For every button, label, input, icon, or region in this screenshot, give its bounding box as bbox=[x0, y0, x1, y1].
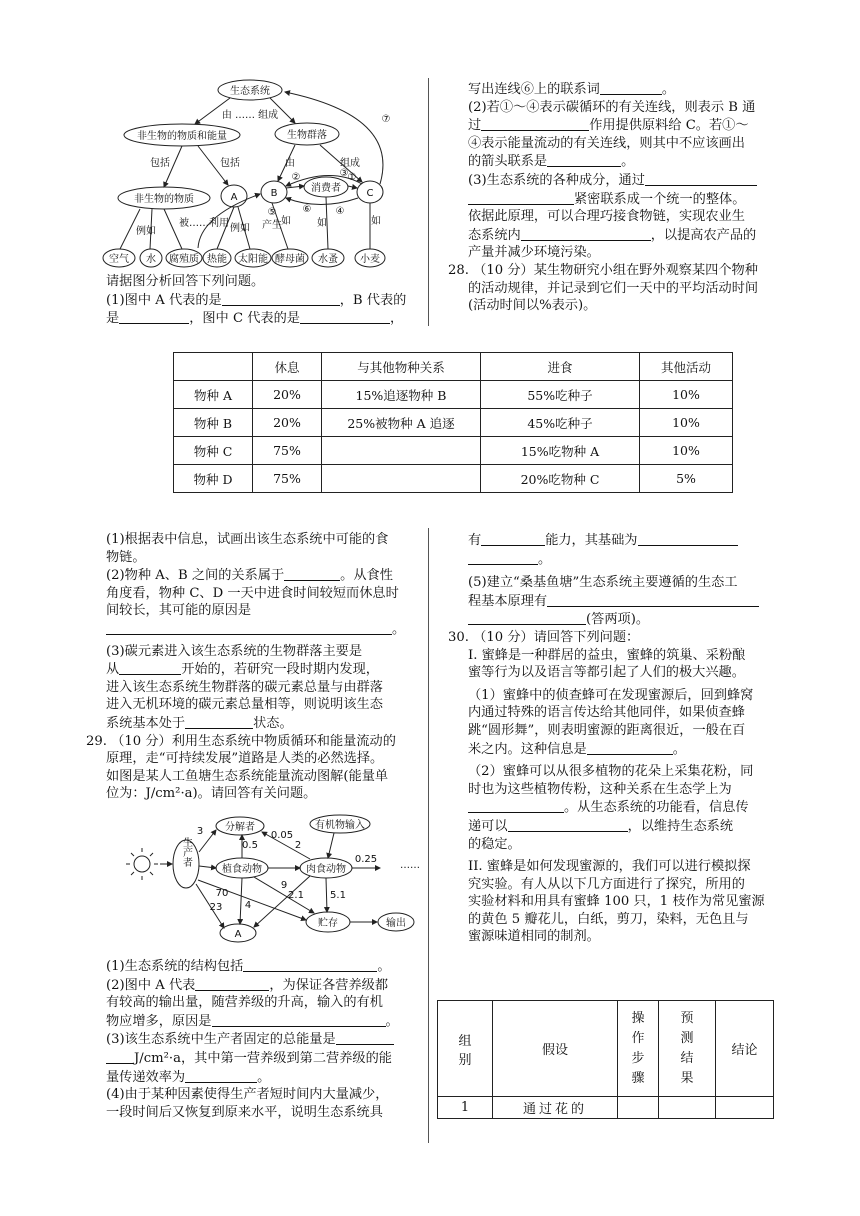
answer-blank[interactable] bbox=[185, 714, 253, 729]
leaf-daphnia: 水蚤 bbox=[318, 254, 338, 265]
left-bottom-text: (1)生态系统的结构包括 。 (2)图中 A 代表 ，为保证各营养级都 有较高的输出量，随营养级的升高，输入的有机 物应增多，原因是 。 (3)该生态系统中生产者固定的总能量是 J/cm²·a，其中第一营养级到第二营养级的能 量传递效率为 。 (4)由于某种因素使得生产者短时间内大量减少， 一段时间后又恢复到原来水平，说明生态系统具 bbox=[106, 959, 399, 1120]
value-9: 9 bbox=[280, 880, 288, 891]
producer-node: 生产者 bbox=[180, 837, 192, 867]
leaf-yeast: 酵母菌 bbox=[275, 254, 305, 265]
ecosystem-concept-map bbox=[100, 76, 510, 271]
answer-blank[interactable] bbox=[300, 309, 390, 324]
column-divider bbox=[428, 78, 429, 326]
node-c: C bbox=[366, 188, 374, 199]
answer-blank[interactable] bbox=[212, 1012, 386, 1027]
node-abiotic-energy: 非生物的物质和能量 bbox=[137, 131, 227, 142]
question-29: 29. （10 分）利用生态系统中物质循环和能量流动的 bbox=[86, 733, 396, 749]
value-0.5: 0.5 bbox=[242, 840, 258, 851]
answer-blank[interactable] bbox=[521, 226, 651, 241]
value-5.1: 5.1 bbox=[330, 890, 346, 901]
node-consumer: 消费者 bbox=[311, 183, 341, 194]
label-such-as3: 如 bbox=[371, 216, 381, 227]
label-by-compose: 由 …… 组成 bbox=[221, 110, 279, 121]
label-example: 例如 bbox=[136, 226, 156, 237]
value-0.25: 0.25 bbox=[354, 854, 378, 865]
node-b: B bbox=[270, 188, 278, 199]
label-compose: 组成 bbox=[340, 158, 360, 169]
label-c3: ③ bbox=[339, 168, 349, 179]
label-such-as2: 如 bbox=[317, 218, 327, 229]
answer-blank[interactable] bbox=[119, 660, 181, 675]
label-c6: ⑥ bbox=[302, 204, 312, 215]
value-2.1: 2.1 bbox=[288, 890, 304, 901]
answer-blank[interactable] bbox=[587, 740, 673, 755]
answer-blank[interactable] bbox=[638, 531, 738, 546]
answer-blank[interactable] bbox=[284, 566, 340, 581]
answer-blank[interactable] bbox=[468, 190, 574, 205]
value-4: 4 bbox=[244, 900, 252, 911]
answer-blank[interactable] bbox=[195, 976, 269, 991]
answer-blank[interactable] bbox=[336, 1030, 394, 1045]
dots: …… bbox=[400, 860, 420, 871]
right-mid-text: 有 能力，其基础为 。 (5)建立“桑基鱼塘”生态系统主要遵循的生态工 程基本原理有 (答两项)。 30. （10 分）请回答下列问题： I. 蜜蜂是一种群居的益虫，蜜蜂的筑巢、采粉酿 蜜等行为以及语言等都引起了人们的极大兴趣。 （1）蜜蜂中的侦查蜂可在发现蜜源后，回到蜂窝 内通过特殊的语言传达给其他同伴，如果侦查蜂 跳“圆形舞”，则表明蜜源的距离很近，一般在百 米之内。这种信息是 。 （2）蜜蜂可以从很多植物的花朵上采集花粉，同 时也为这些植物传粉，这种关系在生态学上为 。从生态系统的功能看，信息传 递可以 ，以维持生态系统 的稳定。 II. 蜜蜂是如何发现蜜源的，我们可以进行模拟探 究实验。有人从以下几方面进行了探究，所用的 实验材料和用具有蜜蜂 100 只，1 枝作为常见蜜源 的黄色 5 瓣花儿，白纸，剪刀，染料，无色且与 蜜源味道相同的制剂。 bbox=[468, 531, 788, 946]
table-header: 组 别 假设 操 作 步 骤 预 测 结 果 结论 bbox=[438, 1001, 774, 1097]
carnivore-node: 肉食动物 bbox=[306, 864, 346, 875]
table-row: 1 通过花的 bbox=[438, 1097, 774, 1119]
answer-blank[interactable] bbox=[119, 309, 189, 324]
leaf-humus: 腐殖质 bbox=[169, 254, 199, 265]
prompt: 请据图分析回答下列问题。 bbox=[106, 274, 265, 289]
table-row: 物种 B 20% 25%被物种 A 追逐 45%吃种子 10% bbox=[174, 409, 733, 437]
answer-blank[interactable] bbox=[481, 116, 589, 131]
answer-blank[interactable] bbox=[645, 171, 757, 186]
answer-blank[interactable] bbox=[600, 80, 662, 95]
question-28: 28. （10 分）某生物研究小组在野外观察某四个物种 bbox=[448, 262, 758, 278]
label-c5: ⑤ bbox=[267, 207, 277, 218]
label-example2: 例如 bbox=[230, 223, 250, 234]
table-row: 物种 D 75% 20%吃物种 C 5% bbox=[174, 465, 733, 493]
label-produce: 产生 bbox=[262, 220, 282, 231]
node-ecosystem: 生态系统 bbox=[230, 86, 270, 97]
answer-blank[interactable] bbox=[106, 1049, 134, 1064]
right-top-text: 写出连线⑥上的联系词 。 (2)若①～④表示碳循环的有关连线，则表示 B 通 过 作用提供原料给 C。若①～ ④表示能量流动的有关连线，则其中不应该画出 的箭头联系是 。 (3)生态系统的各种成分，通过 紧密联系成一个统一的整体。 依据此原理，可以合理巧接食物链，实现农业生 态系统内 ，以提高农产品的 产量并减少环境污染。 28. （10 分）某生物研究小组在野外观察某四个物种 的活动规律，并记录到它们一天中的平均活动时间 (活动时间以%表示)。 bbox=[468, 80, 788, 315]
a-node: A bbox=[234, 929, 242, 940]
value-23: 23 bbox=[209, 902, 223, 913]
answer-blank[interactable] bbox=[468, 798, 564, 813]
label-c2: ② bbox=[291, 172, 301, 183]
table-row: 物种 A 20% 15%追逐物种 B 55%吃种子 10% bbox=[174, 381, 733, 409]
leaf-solar: 太阳能 bbox=[238, 254, 268, 265]
label-include-right: 包括 bbox=[220, 158, 240, 169]
leaf-air: 空气 bbox=[109, 254, 129, 265]
left-mid-text: (1)根据表中信息，试画出该生态系统中可能的食 物链。 (2)物种 A、B 之间的关系属于 。从食性 角度看，物种 C、D 一天中进食时间较短而休息时 间较长，其可能的原因是 。 (3)碳元素进入该生态系统的生物群落主要是 从 开始的，若研究一段时期内发现， 进入该生态系统生物群落的碳元素总量与由群落 进入无机环境的碳元素总量相等，则说明该生态 系统基本处于 状态。 29. （10 分）利用生态系统中物质循环和能量流动的 原理，走“可持续发展”道路是人类的必然选择。 如图是某人工鱼塘生态系统能量流动图解(能量单 位为：J/cm²·a)。请回答有关问题。 bbox=[106, 531, 418, 803]
node-a: A bbox=[230, 192, 238, 203]
storage-node: 贮存 bbox=[318, 918, 338, 929]
answer-blank[interactable] bbox=[243, 957, 377, 972]
label-such-as: 如 bbox=[281, 216, 291, 227]
node-abiotic-material: 非生物的物质 bbox=[134, 194, 194, 205]
organic-input-node: 有机物输入 bbox=[315, 820, 365, 831]
leaf-water: 水 bbox=[146, 254, 156, 265]
decomposer-node: 分解者 bbox=[225, 822, 255, 833]
value-0.05: 0.05 bbox=[270, 830, 294, 841]
table-row: 物种 C 75% 15%吃物种 A 10% bbox=[174, 437, 733, 465]
answer-blank[interactable] bbox=[222, 291, 340, 306]
output-node: 输出 bbox=[386, 918, 406, 929]
label-by: 由 bbox=[285, 158, 295, 169]
answer-blank[interactable] bbox=[508, 817, 628, 832]
value-70: 70 bbox=[215, 888, 229, 899]
herbivore-node: 植食动物 bbox=[222, 864, 262, 875]
leaf-heat: 热能 bbox=[207, 254, 227, 265]
label-c4: ④ bbox=[335, 206, 345, 217]
label-c7: ⑦ bbox=[381, 114, 391, 125]
node-community: 生物群落 bbox=[287, 130, 327, 141]
answer-blank[interactable] bbox=[106, 620, 392, 635]
answer-blank[interactable] bbox=[547, 592, 759, 607]
label-include-left: 包括 bbox=[150, 158, 170, 169]
label-c1: ① bbox=[347, 172, 357, 183]
answer-blank[interactable] bbox=[481, 531, 545, 546]
value-2: 2 bbox=[294, 840, 302, 851]
left-top-text: 请据图分析回答下列问题。 (1)图中 A 代表的是 ，B 代表的 是 ，图中 C 代表的是 ， bbox=[106, 273, 418, 328]
answer-blank[interactable] bbox=[468, 610, 586, 625]
table-header: 休息 与其他物种关系 进食 其他活动 bbox=[174, 353, 733, 381]
leaf-wheat: 小麦 bbox=[360, 254, 380, 265]
question-30: 30. （10 分）请回答下列问题： bbox=[448, 629, 640, 645]
answer-blank[interactable] bbox=[185, 1068, 257, 1083]
experiment-table bbox=[437, 1000, 774, 1119]
energy-flow-diagram bbox=[120, 812, 430, 952]
species-activity-table bbox=[173, 352, 733, 493]
label-used: 被……利用 bbox=[179, 218, 229, 229]
answer-blank[interactable] bbox=[547, 152, 621, 167]
answer-blank[interactable] bbox=[468, 550, 538, 565]
value-3: 3 bbox=[196, 826, 204, 837]
